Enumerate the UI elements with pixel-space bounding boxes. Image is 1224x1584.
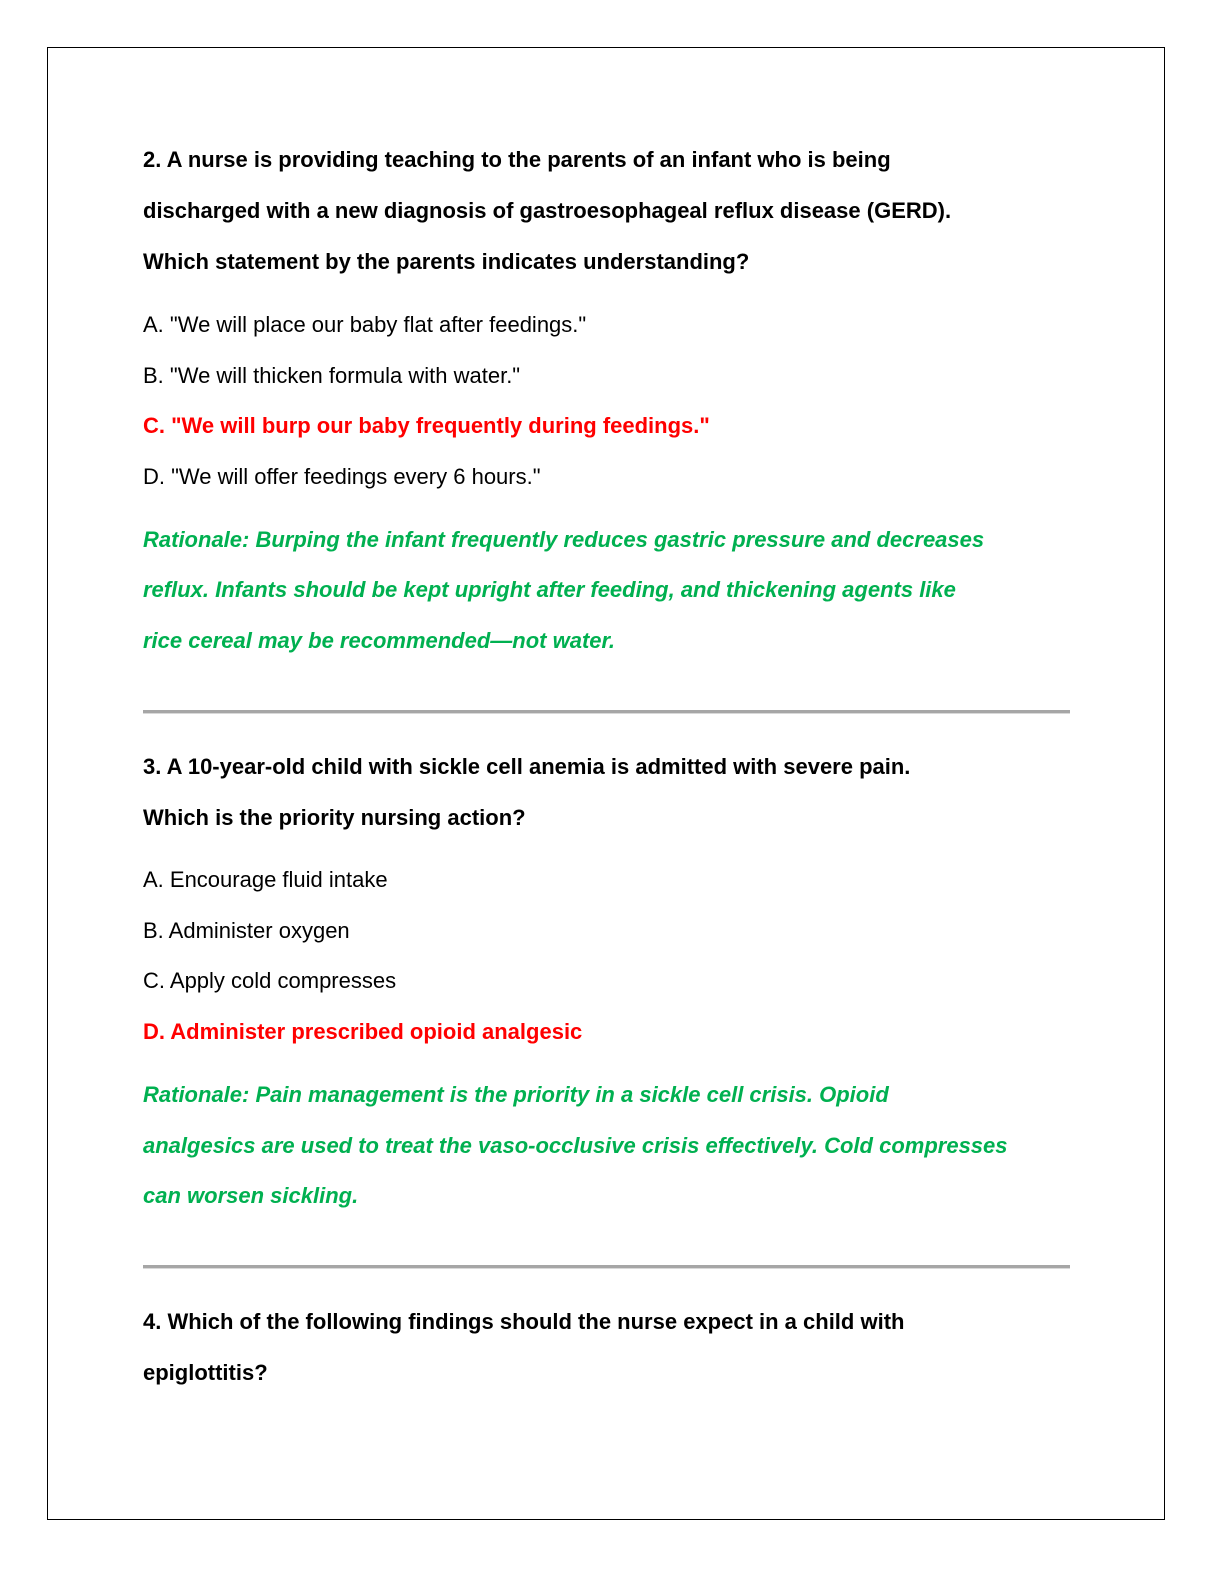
question-3-option-d-correct: D. Administer prescribed opioid analgesic — [143, 1019, 583, 1044]
section-divider — [143, 1265, 1070, 1269]
section-divider — [143, 710, 1070, 714]
question-3-option-b: B. Administer oxygen — [143, 918, 350, 943]
question-2-option-a: A. "We will place our baby flat after feedings." — [143, 312, 587, 337]
question-3-rationale-line: Rationale: Pain management is the priority in a sickle cell crisis. Opioid — [143, 1082, 889, 1107]
question-2-rationale-line: reflux. Infants should be kept upright after feeding, and thickening agents like — [143, 577, 956, 602]
question-2-stem-line: Which statement by the parents indicates understanding? — [143, 249, 750, 274]
question-2-stem-line: discharged with a new diagnosis of gastroesophageal reflux disease (GERD). — [143, 198, 952, 223]
question-2-option-b: B. "We will thicken formula with water." — [143, 363, 521, 388]
question-3-option-a: A. Encourage fluid intake — [143, 867, 388, 892]
question-3-stem-line: Which is the priority nursing action? — [143, 805, 526, 830]
question-3-rationale-line: can worsen sickling. — [143, 1183, 359, 1208]
question-2-rationale-line: Rationale: Burping the infant frequently reduces gastric pressure and decreases — [143, 527, 985, 552]
question-4-stem-line: epiglottitis? — [143, 1360, 268, 1385]
question-2-option-d: D. "We will offer feedings every 6 hours." — [143, 464, 541, 489]
question-3-option-c: C. Apply cold compresses — [143, 968, 397, 993]
question-2-stem-line: 2. A nurse is providing teaching to the parents of an infant who is being — [143, 147, 891, 172]
question-2-option-c-correct: C. "We will burp our baby frequently during feedings." — [143, 413, 710, 438]
question-3-stem-line: 3. A 10-year-old child with sickle cell anemia is admitted with severe pain. — [143, 754, 911, 779]
question-3-rationale-line: analgesics are used to treat the vaso-occlusive crisis effectively. Cold compresses — [143, 1133, 1008, 1158]
question-4-stem-line: 4. Which of the following findings should the nurse expect in a child with — [143, 1309, 905, 1334]
question-2-rationale-line: rice cereal may be recommended—not water. — [143, 628, 615, 653]
